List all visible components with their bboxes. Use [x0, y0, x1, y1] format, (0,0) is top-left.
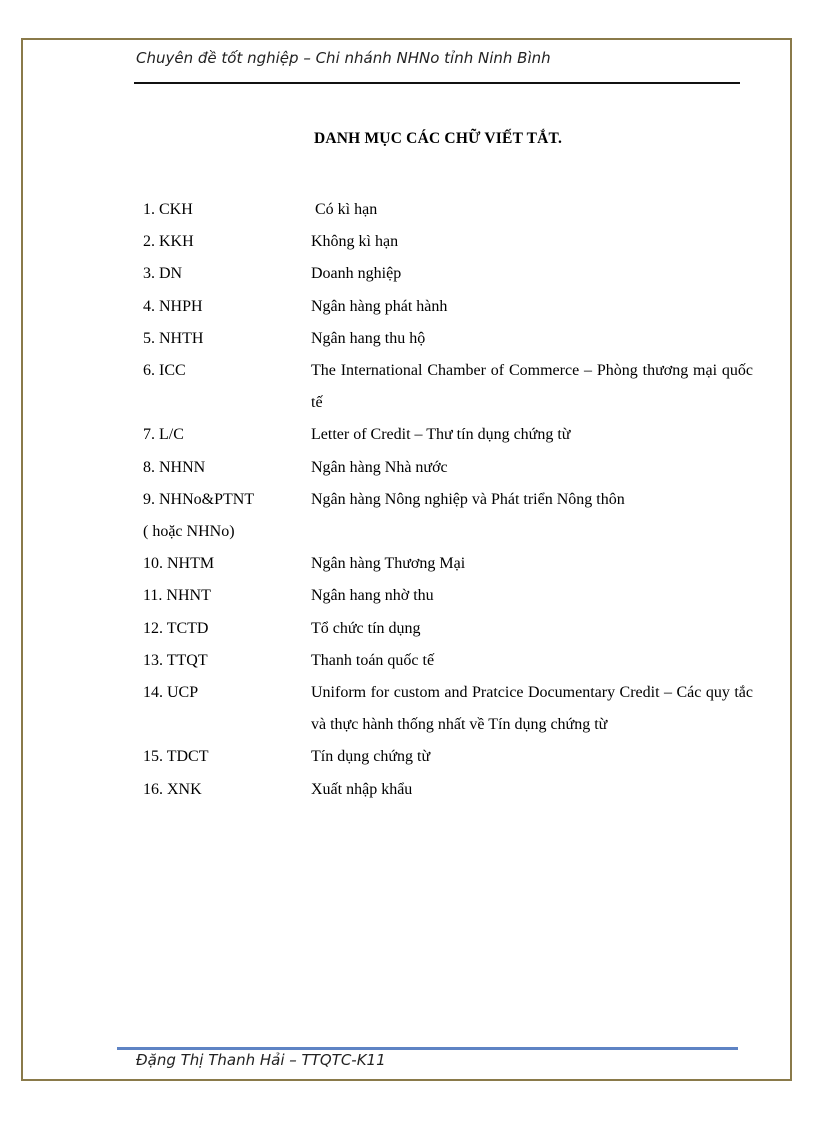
list-item: [143, 323, 753, 355]
abbreviation: 13. TTQT: [143, 651, 208, 669]
abbreviation: 4. NHPH: [143, 297, 203, 315]
abbreviation: 5. NHTH: [143, 329, 204, 347]
abbreviation: 15. TDCT: [143, 748, 209, 766]
definition: Letter of Credit – Thư tín dụng chứng từ: [311, 426, 571, 444]
abbreviation: 16. XNK: [143, 780, 202, 798]
list-item: [143, 613, 753, 645]
list-item: [143, 452, 753, 484]
running-footer: Đặng Thị Thanh Hải – TTQTC-K11: [136, 1051, 386, 1069]
list-item: [143, 355, 753, 419]
footer-divider: [117, 1047, 738, 1050]
definition: Xuất nhập khẩu: [311, 780, 413, 798]
abbreviation: 3. DN: [143, 265, 183, 283]
abbreviation: 11. NHNT: [143, 587, 211, 605]
abbreviation: ( hoặc NHNo): [143, 523, 235, 541]
list-item: [143, 548, 753, 580]
list-item: [143, 677, 753, 741]
abbreviation: 12. TCTD: [143, 619, 209, 637]
abbreviation-list: [143, 194, 753, 806]
abbreviation: 6. ICC: [143, 362, 186, 380]
list-item: [143, 516, 753, 548]
list-item: [143, 580, 753, 612]
abbreviation: 9. NHNo&PTNT: [143, 490, 255, 508]
list-item: [143, 258, 753, 290]
definition: Không kì hạn: [311, 233, 399, 251]
abbreviation: 2. KKH: [143, 233, 194, 251]
list-item: [143, 645, 753, 677]
definition: Ngân hàng phát hành: [311, 297, 448, 315]
definition: Uniform for custom and Pratcice Documentary Credit – Các quy tắc và thực hành thống nhất về Tín dụng chứng từ: [311, 684, 753, 734]
list-item: [143, 484, 753, 516]
running-header: Chuyên đề tốt nghiệp – Chi nhánh NHNo tỉnh Ninh Bình: [136, 49, 551, 67]
definition: The International Chamber of Commerce – Phòng thương mại quốc tế: [311, 362, 753, 412]
header-divider: [134, 82, 740, 84]
list-item: [143, 226, 753, 258]
abbreviation: 8. NHNN: [143, 458, 206, 476]
definition: Ngân hàng Nông nghiệp và Phát triển Nông thôn: [311, 490, 625, 508]
definition: Tín dụng chứng từ: [311, 748, 431, 766]
list-item: [143, 291, 753, 323]
list-item: [143, 741, 753, 773]
definition: Ngân hàng Nhà nước: [311, 458, 448, 476]
definition: Ngân hang nhờ thu: [311, 587, 434, 605]
abbreviation: 14. UCP: [143, 684, 199, 702]
abbreviation: 10. NHTM: [143, 555, 215, 573]
list-item: [143, 774, 753, 806]
definition: Có kì hạn: [315, 201, 378, 218]
definition: Tổ chức tín dụng: [311, 619, 421, 637]
abbreviation: 7. L/C: [143, 426, 184, 444]
definition: Ngân hàng Thương Mại: [311, 555, 466, 573]
document-title: DANH MỤC CÁC CHỮ VIẾT TẮT.: [313, 130, 563, 147]
definition: Ngân hang thu hộ: [311, 329, 426, 347]
definition: Thanh toán quốc tế: [311, 651, 435, 669]
abbreviation: 1. CKH: [143, 201, 193, 218]
definition: Doanh nghiệp: [311, 265, 402, 283]
list-item: [143, 419, 753, 451]
list-item: [143, 194, 753, 226]
